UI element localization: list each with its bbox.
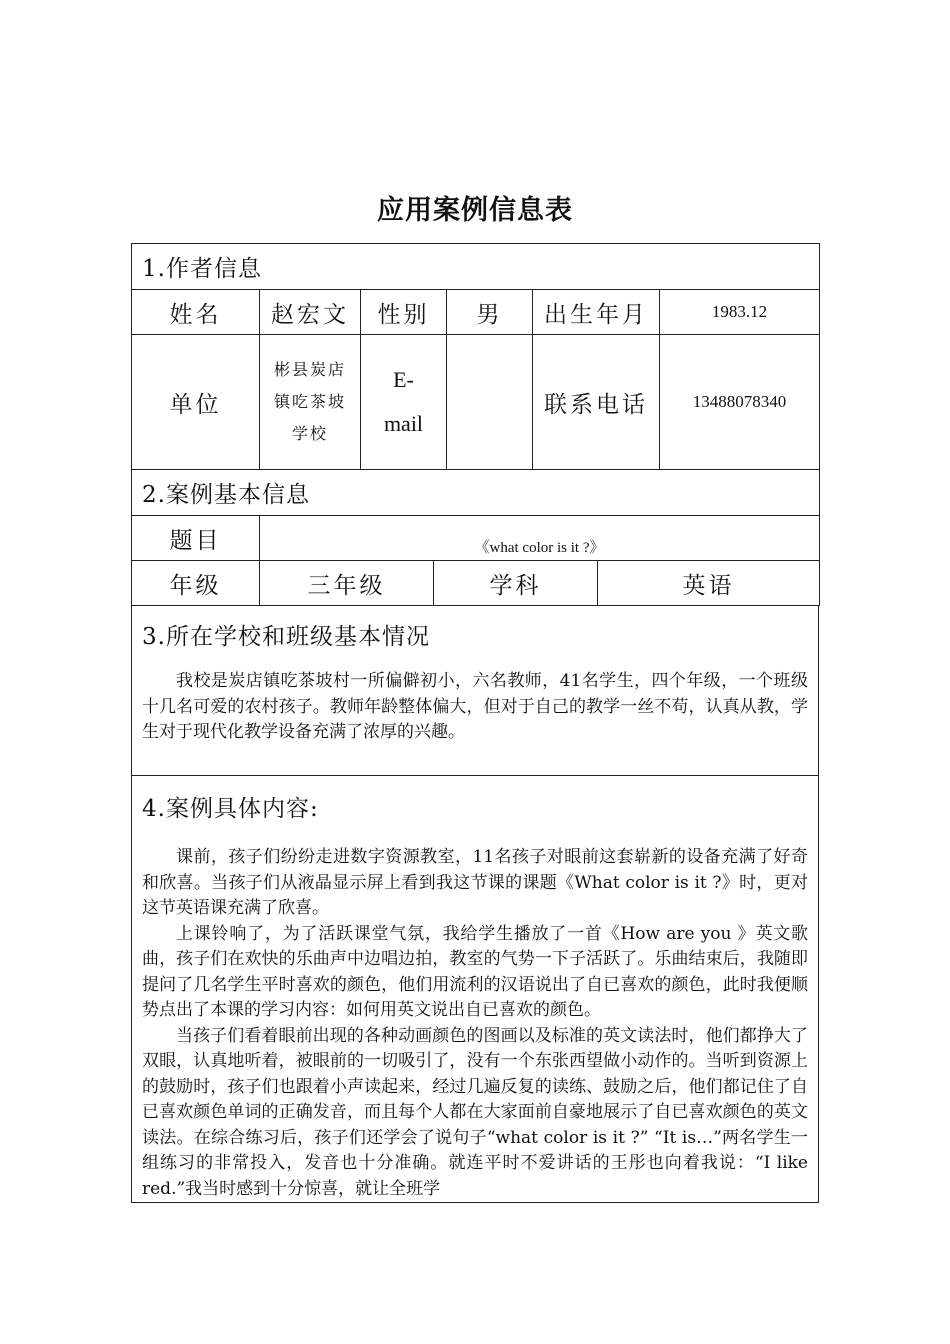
section1-heading: 1.作者信息 [132, 244, 820, 290]
email-label-line: mail [383, 411, 424, 436]
school-info-table [131, 605, 819, 776]
name-label: 姓名 [132, 290, 260, 335]
section3-heading: 3.所在学校和班级基本情况 [142, 624, 430, 650]
author-info-table [131, 243, 820, 470]
content-paragraph: 上课铃响了，为了活跃课堂气氛，我给学生播放了一首《How are you 》英文歌曲，孩子们在欢快的乐曲声中边唱边拍，教室的气势一下子活跃了。乐曲结束后，我随即提问了几名学生平时喜欢的颜色，他们用流利的汉语说出了自已喜欢的颜色，此时我便顺势点出了本课的学习内容：如何用英文说出自已喜欢的颜色。 [142, 923, 808, 1020]
unit-line: 彬县炭店 [273, 360, 346, 379]
case-content-cell [132, 776, 819, 1203]
subject-value: 英语 [598, 561, 820, 606]
info-table [131, 243, 819, 1203]
phone-label: 联系电话 [533, 335, 660, 470]
email-label-line: E- [393, 367, 414, 392]
topic-label: 题目 [132, 516, 260, 561]
content-paragraph: 课前，孩子们纷纷走进数字资源教室，11名孩子对眼前这套崭新的设备充满了好奇和欣喜。当孩子们从液晶显示屏上看到我这节课的课题《What color is it ?》时，更对这节英语课充满了欣喜。 [142, 847, 808, 918]
school-info-cell [132, 606, 819, 776]
unit-label: 单位 [132, 335, 260, 470]
case-content-table [131, 775, 819, 1203]
case-basic-table [131, 469, 820, 606]
grade-value: 三年级 [260, 561, 434, 606]
subject-label: 学科 [434, 561, 598, 606]
birth-value: 1983.12 [660, 290, 820, 335]
email-value [447, 335, 533, 470]
birth-label: 出生年月 [533, 290, 660, 335]
school-paragraph: 我校是炭店镇吃茶坡村一所偏僻初小，六名教师，41名学生，四个年级，一个班级十几名可爱的农村孩子。教师年龄整体偏大，但对于自己的教学一丝不苟，认真从教，学生对于现代化教学设备充满了浓厚的兴趣。 [142, 671, 808, 742]
gender-value: 男 [447, 290, 533, 335]
content-paragraph: 当孩子们看着眼前出现的各种动画颜色的图画以及标准的英文读法时，他们都挣大了双眼，认真地听着，被眼前的一切吸引了，没有一个东张西望做小动作的。当听到资源上的鼓励时，孩子们也跟着小声读起来，经过几遍反复的读练、鼓励之后，他们都记住了自已喜欢颜色单词的正确发音，而且每个人都在大家面前自豪地展示了自已喜欢颜色的英文读法。在综合练习后，孩子们还学会了说句子“what color is it ?” “It is…”两名学生一组练习的非常投入，发音也十分准确。就连平时不爱讲话的王彤也向着我说：“I like red.”我当时感到十分惊喜，就让全班学 [142, 1025, 808, 1199]
page-title: 应用案例信息表 [377, 195, 573, 226]
unit-value [260, 335, 361, 470]
phone-value: 13488078340 [660, 335, 820, 470]
topic-value: 《what color is it ?》 [260, 516, 820, 561]
grade-label: 年级 [132, 561, 260, 606]
unit-line: 学校 [291, 424, 328, 443]
section2-heading: 2.案例基本信息 [132, 470, 820, 516]
section4-heading: 4.案例具体内容: [142, 796, 319, 822]
email-label [361, 335, 447, 470]
name-value: 赵宏文 [260, 290, 361, 335]
unit-line: 镇吃茶坡 [273, 392, 346, 411]
gender-label: 性别 [361, 290, 447, 335]
